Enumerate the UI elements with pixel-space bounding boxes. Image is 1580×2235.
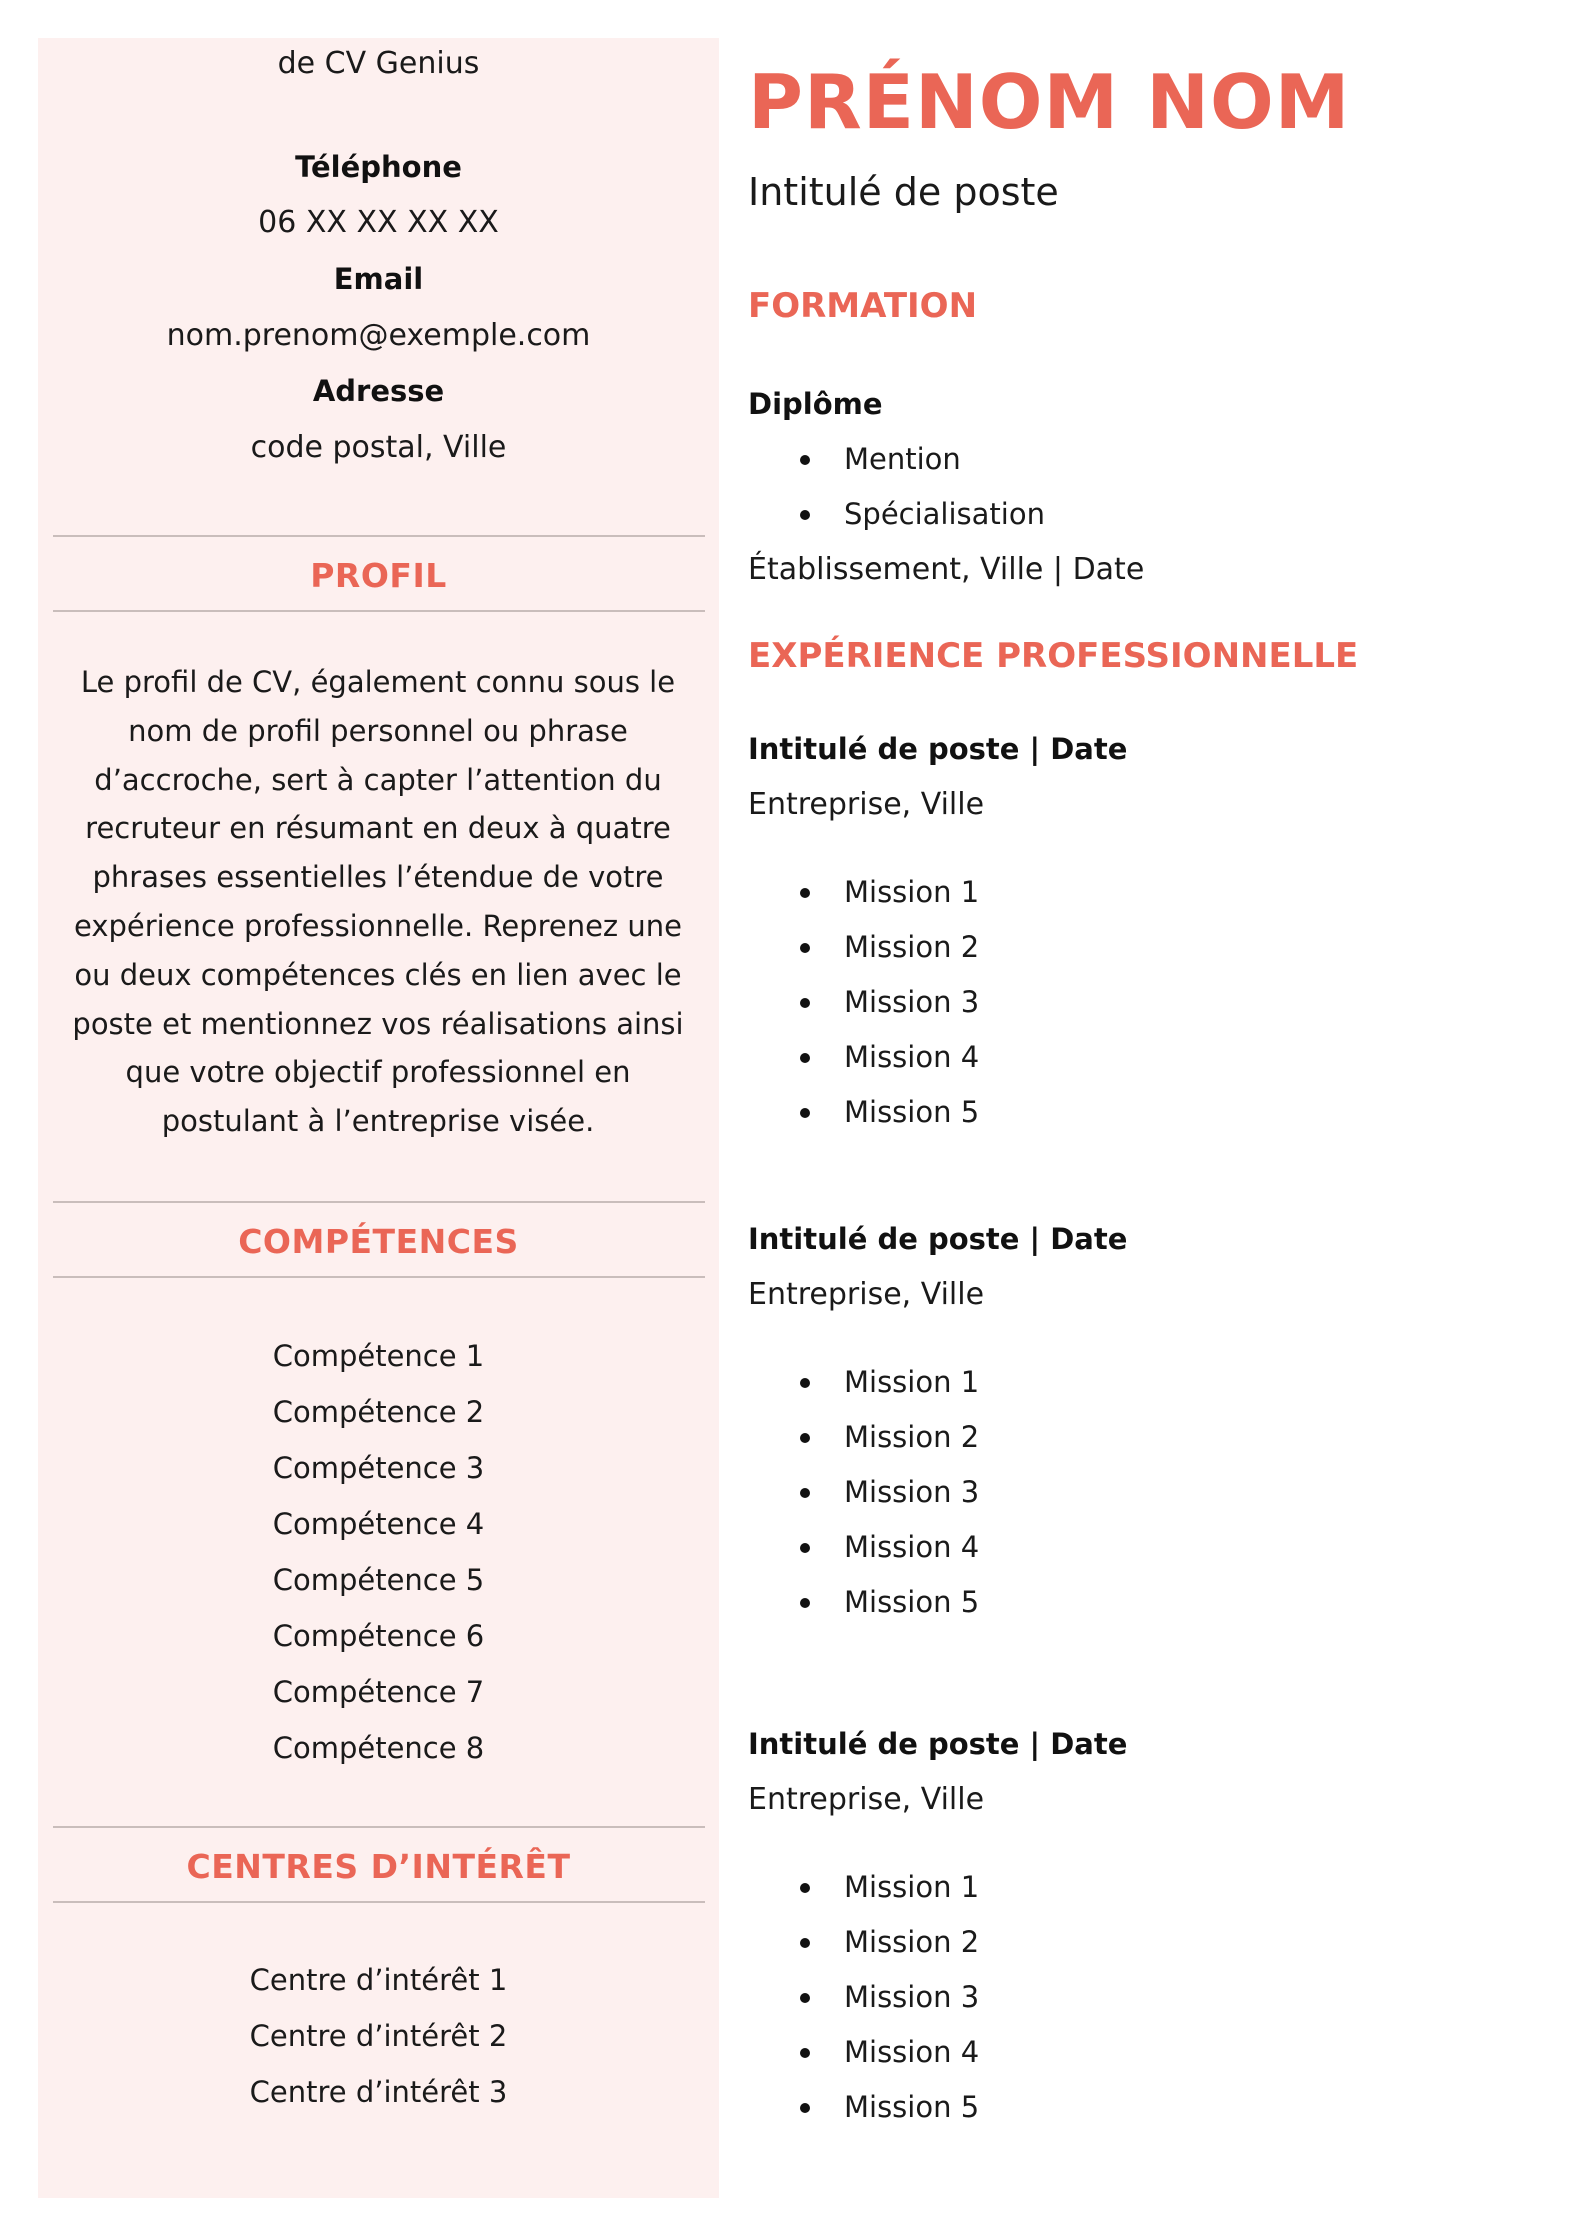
bullet-icon xyxy=(800,1993,810,2003)
skills-title: COMPÉTENCES xyxy=(238,1222,519,1261)
job-heading: Intitulé de poste | Date xyxy=(748,1727,1128,1761)
skill-item: Compétence 5 xyxy=(272,1563,485,1597)
address-value: code postal, Ville xyxy=(250,430,507,465)
job-company: Entreprise, Ville xyxy=(748,787,985,822)
mission-list xyxy=(748,1860,979,2135)
bullet-icon xyxy=(800,1883,810,1893)
candidate-name: PRÉNOM NOM xyxy=(748,58,1351,146)
education-bullet xyxy=(748,487,1045,542)
interests-list xyxy=(38,1952,719,2120)
mission-list xyxy=(748,865,979,1140)
mission-item-text: Mission 3 xyxy=(844,985,980,1019)
education-bullet-text: Mention xyxy=(844,442,961,476)
mission-item xyxy=(748,1915,979,1970)
mission-item-text: Mission 4 xyxy=(844,2035,980,2069)
bullet-icon xyxy=(800,1543,810,1553)
mission-item xyxy=(748,865,979,920)
skill-item: Compétence 6 xyxy=(272,1619,485,1653)
skill-item: Compétence 7 xyxy=(272,1675,485,1709)
mission-item-text: Mission 1 xyxy=(844,1365,980,1399)
phone-label: Téléphone xyxy=(295,150,462,184)
bullet-icon xyxy=(800,1433,810,1443)
bullet-icon xyxy=(800,1938,810,1948)
education-bullets xyxy=(748,432,1045,542)
divider xyxy=(53,535,705,537)
contact-subtitle: de CV Genius xyxy=(277,46,480,81)
mission-item-text: Mission 4 xyxy=(844,1530,980,1564)
mission-item xyxy=(748,1355,979,1410)
education-bullet xyxy=(748,432,1045,487)
mission-item-text: Mission 1 xyxy=(844,1870,980,1904)
phone-value: 06 XX XX XX XX xyxy=(258,205,499,240)
bullet-icon xyxy=(800,455,810,465)
email-value: nom.prenom@exemple.com xyxy=(166,318,591,353)
mission-item xyxy=(748,1575,979,1630)
skill-item: Compétence 1 xyxy=(272,1339,485,1373)
divider xyxy=(53,1201,705,1203)
divider xyxy=(53,1901,705,1903)
mission-item-text: Mission 5 xyxy=(844,1095,980,1129)
skills-list xyxy=(38,1328,719,1776)
mission-item-text: Mission 2 xyxy=(844,930,980,964)
bullet-icon xyxy=(800,943,810,953)
profile-title: PROFIL xyxy=(310,556,447,595)
mission-item xyxy=(748,1520,979,1575)
bullet-icon xyxy=(800,888,810,898)
mission-item-text: Mission 5 xyxy=(844,2090,980,2124)
degree: Diplôme xyxy=(748,387,883,421)
job-company: Entreprise, Ville xyxy=(748,1782,985,1817)
skill-item: Compétence 4 xyxy=(272,1507,485,1541)
mission-item-text: Mission 2 xyxy=(844,1925,980,1959)
bullet-icon xyxy=(800,1053,810,1063)
job-company: Entreprise, Ville xyxy=(748,1277,985,1312)
interest-item: Centre d’intérêt 2 xyxy=(249,2019,508,2053)
mission-item-text: Mission 4 xyxy=(844,1040,980,1074)
divider xyxy=(53,1276,705,1278)
interest-item: Centre d’intérêt 1 xyxy=(249,1963,508,1997)
bullet-icon xyxy=(800,2103,810,2113)
bullet-icon xyxy=(800,998,810,1008)
mission-item-text: Mission 3 xyxy=(844,1475,980,1509)
bullet-icon xyxy=(800,510,810,520)
mission-item xyxy=(748,2025,979,2080)
mission-item-text: Mission 3 xyxy=(844,1980,980,2014)
profile-text: Le profil de CV, également connu sous le nom de profil personnel ou phrase d’accroche, sert à capter l’attention du recruteur en résumant en deux à quatre phrases essentielles l’étendue de votre expérience professionnelle. Reprenez une ou deux compétences clés en lien avec le poste et mentionnez vos réalisations ainsi que votre objectif professionnel en postulant à l’entreprise visée. xyxy=(72,665,684,1139)
mission-item xyxy=(748,1860,979,1915)
sidebar xyxy=(38,38,719,2198)
divider xyxy=(53,610,705,612)
email-label: Email xyxy=(333,262,424,296)
bullet-icon xyxy=(800,1598,810,1608)
education-bullet-text: Spécialisation xyxy=(844,497,1045,531)
mission-item-text: Mission 5 xyxy=(844,1585,980,1619)
mission-item xyxy=(748,1410,979,1465)
skill-item: Compétence 8 xyxy=(272,1731,485,1765)
address-label: Adresse xyxy=(312,374,445,408)
job-heading: Intitulé de poste | Date xyxy=(748,1222,1128,1256)
mission-item xyxy=(748,1030,979,1085)
skill-item: Compétence 2 xyxy=(272,1395,485,1429)
bullet-icon xyxy=(800,1488,810,1498)
mission-list xyxy=(748,1355,979,1630)
job-title: Intitulé de poste xyxy=(748,170,1059,214)
skill-item: Compétence 3 xyxy=(272,1451,485,1485)
bullet-icon xyxy=(800,1108,810,1118)
experience-title: EXPÉRIENCE PROFESSIONNELLE xyxy=(748,636,1359,676)
interests-title: CENTRES D’INTÉRÊT xyxy=(186,1847,571,1886)
mission-item xyxy=(748,975,979,1030)
interest-item: Centre d’intérêt 3 xyxy=(249,2075,508,2109)
mission-item xyxy=(748,1970,979,2025)
mission-item xyxy=(748,1085,979,1140)
bullet-icon xyxy=(800,2048,810,2058)
main-content xyxy=(748,0,1548,2235)
mission-item xyxy=(748,2080,979,2135)
mission-item-text: Mission 1 xyxy=(844,875,980,909)
institution: Établissement, Ville | Date xyxy=(748,552,1145,587)
divider xyxy=(53,1826,705,1828)
education-title: FORMATION xyxy=(748,286,978,326)
mission-item-text: Mission 2 xyxy=(844,1420,980,1454)
bullet-icon xyxy=(800,1378,810,1388)
mission-item xyxy=(748,1465,979,1520)
job-heading: Intitulé de poste | Date xyxy=(748,732,1128,766)
mission-item xyxy=(748,920,979,975)
